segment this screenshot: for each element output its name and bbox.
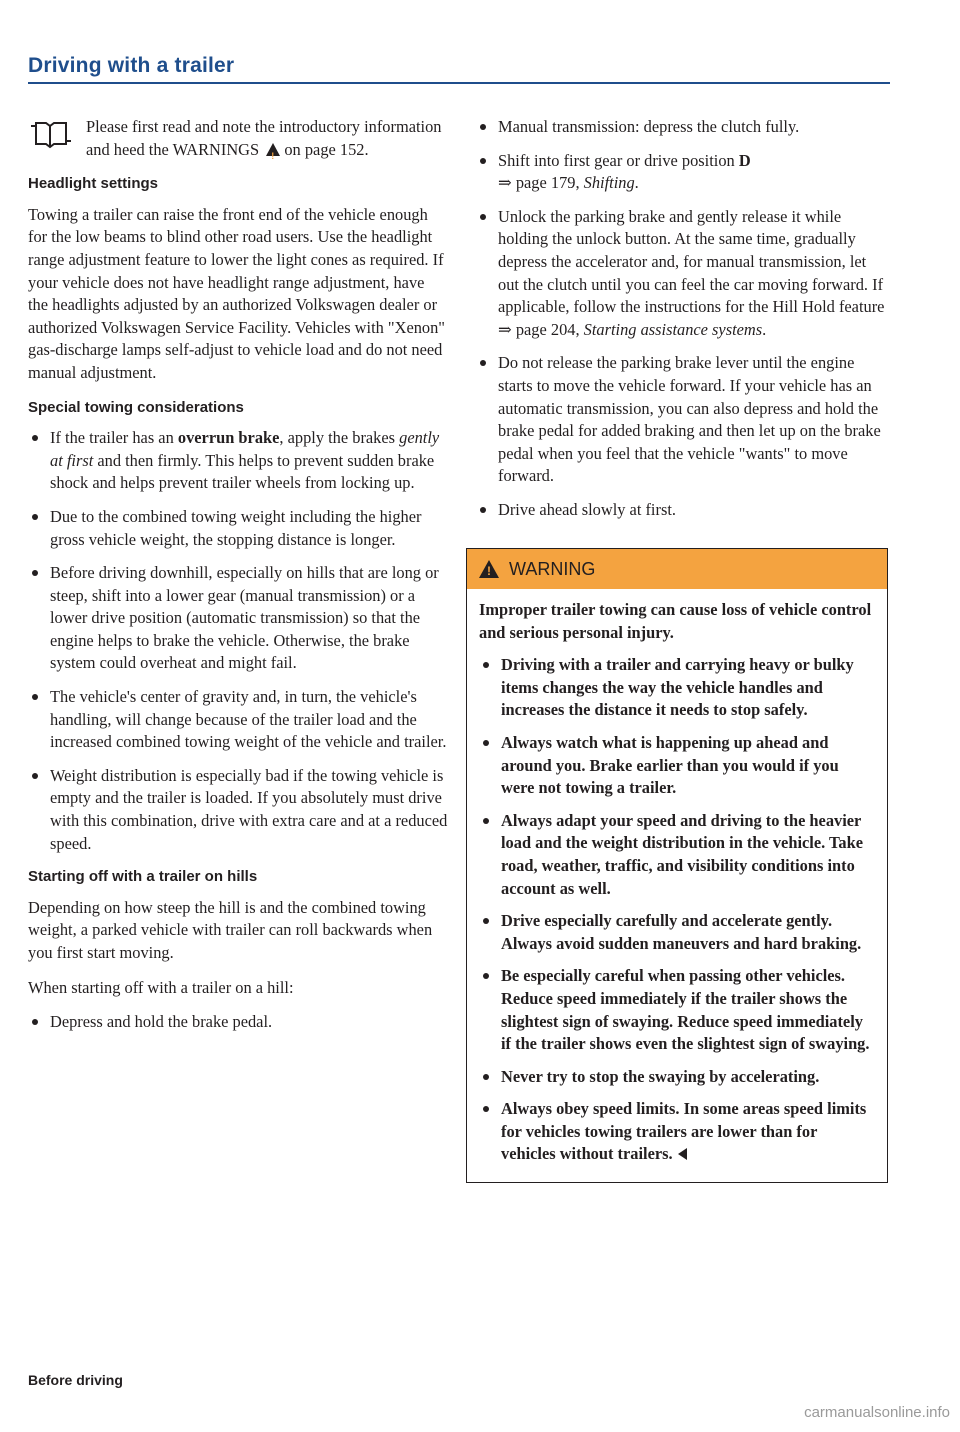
overrun-brake-term: overrun brake <box>177 428 280 448</box>
bullet-icon <box>32 570 38 576</box>
warning-header <box>467 549 887 589</box>
bullet-icon <box>32 773 38 779</box>
list-item: Shift into first gear or drive position D ⇒ page 179, Shifting. <box>476 150 890 195</box>
intro-text: Please first read and note the introductory information and heed the WARNINGS <box>86 117 442 159</box>
intro-page-ref: on page 152. <box>284 139 369 159</box>
page-header <box>28 54 890 84</box>
headlight-heading: Headlight settings <box>28 175 159 193</box>
bullet-icon <box>480 214 486 220</box>
section-end-icon <box>678 1148 687 1160</box>
warning-body <box>467 589 887 1182</box>
gently-at-first-term: gently at first <box>50 428 440 470</box>
list-item: Weight distribution is especially bad if the towing vehicle is empty and the trailer is loaded. If you absolutely must drive with this combination, drive with extra care and at a reduced speed. <box>28 765 448 855</box>
list-item: Unlock the parking brake and gently release it while holding the unlock button. At the same time, gradually depress the accelerator and, for manual transmission, let out the clutch until you can feel the car moving forward. If applicable, follow the instructions for the Hill Hold feature ⇒ page 204, Starting assistance systems. <box>476 206 890 342</box>
warning-triangle-icon <box>266 143 280 156</box>
bullet-icon <box>483 1106 489 1112</box>
warning-title: WARNING <box>509 558 596 579</box>
right-column <box>476 116 890 533</box>
bullet-icon <box>483 662 489 668</box>
list-item: If the trailer has an overrun brake, apply the brakes gently at first and then firmly. This helps to prevent sudden brake shock and helps prevent trailer wheels from locking up. <box>28 427 448 495</box>
warning-item: Always watch what is happening up ahead and around you. Brake earlier than you would if you were not towing a trailer. <box>479 732 875 800</box>
bullet-icon <box>483 973 489 979</box>
bullet-icon <box>32 1019 38 1025</box>
bullet-icon <box>483 1074 489 1080</box>
page-reference-link[interactable]: ⇒ page 179, <box>498 173 584 193</box>
warning-item: Driving with a trailer and carrying heavy or bulky items changes the way the vehicle handles and increases the distance it needs to stop safely. <box>479 654 875 722</box>
warning-item: Always adapt your speed and driving to the heavier load and the weight distribution in the vehicle. Take road, weather, traffic, and visibility conditions into account as well. <box>479 810 875 900</box>
starting-hills-heading: Starting off with a trailer on hills <box>28 868 258 886</box>
headlight-paragraph: Towing a trailer can raise the front end of the vehicle enough for the low beams to blind other road users. Use the headlight range adjustment feature to lower the light cones as required. If your vehicle does not have headlight range adjustment, have the headlights adjusted by an authorized Volkswagen dealer or authorized Volkswagen Service Facility. Vehicles with "Xenon" gas-discharge lamps self-adjust to vehicle load and do not need manual adjustment. <box>28 204 445 382</box>
watermark: carmanualsonline.info <box>804 1404 950 1421</box>
bullet-icon <box>483 740 489 746</box>
page-title: Driving with a trailer <box>28 54 235 77</box>
bullet-icon <box>480 124 486 130</box>
book-icon <box>28 120 74 150</box>
bullet-icon <box>32 694 38 700</box>
bullet-icon <box>483 918 489 924</box>
warning-lead: Improper trailer towing can cause loss of vehicle control and serious personal injury. <box>479 600 872 642</box>
intro-paragraph <box>28 116 448 161</box>
special-towing-heading: Special towing considerations <box>28 398 244 416</box>
warning-box <box>466 548 888 1183</box>
left-column <box>28 116 448 1045</box>
list-item: Depress and hold the brake pedal. <box>28 1011 448 1034</box>
warning-item: Never try to stop the swaying by accelerating. <box>479 1066 875 1089</box>
bullet-icon <box>480 507 486 513</box>
when-starting-paragraph: When starting off with a trailer on a hill: <box>28 977 294 997</box>
warning-item: Always obey speed limits. In some areas speed limits for vehicles towing trailers are lower than for vehicles without trailers. <box>479 1098 875 1166</box>
warning-item: Be especially careful when passing other vehicles. Reduce speed immediately if the trailer shows the slightest sign of swaying. Reduce speed immediately if the trailer shows even the slightest sign of swaying. <box>479 965 875 1055</box>
warning-triangle-icon <box>479 560 499 578</box>
list-item: Manual transmission: depress the clutch fully. <box>476 116 890 139</box>
bullet-icon <box>483 818 489 824</box>
list-item: Do not release the parking brake lever until the engine starts to move the vehicle forward. If your vehicle has an automatic transmission, you can also depress and hold the brake pedal for added braking and then let up on the brake pedal when you feel that the vehicle "wants" to move forward. <box>476 352 890 488</box>
bullet-icon <box>32 514 38 520</box>
bullet-icon <box>480 360 486 366</box>
list-item: Due to the combined towing weight including the higher gross vehicle weight, the stopping distance is longer. <box>28 506 448 551</box>
list-item: Drive ahead slowly at first. <box>476 499 890 522</box>
list-item: The vehicle's center of gravity and, in turn, the vehicle's handling, will change because of the trailer load and the increased combined towing weight of the vehicle and trailer. <box>28 686 448 754</box>
warning-item: Drive especially carefully and accelerate gently. Always avoid sudden maneuvers and hard braking. <box>479 910 875 955</box>
starting-paragraph: Depending on how steep the hill is and the combined towing weight, a parked vehicle with trailer can roll backwards when you first start moving. <box>28 897 433 962</box>
bullet-icon <box>480 158 486 164</box>
bullet-icon <box>32 435 38 441</box>
list-item: Before driving downhill, especially on hills that are long or steep, shift into a lower gear (manual transmission) or a lower drive position (automatic transmission) so that the engine helps to brake the vehicle. Otherwise, the brake system could overheat and might fail. <box>28 562 448 675</box>
footer-section-label: Before driving <box>28 1372 123 1388</box>
